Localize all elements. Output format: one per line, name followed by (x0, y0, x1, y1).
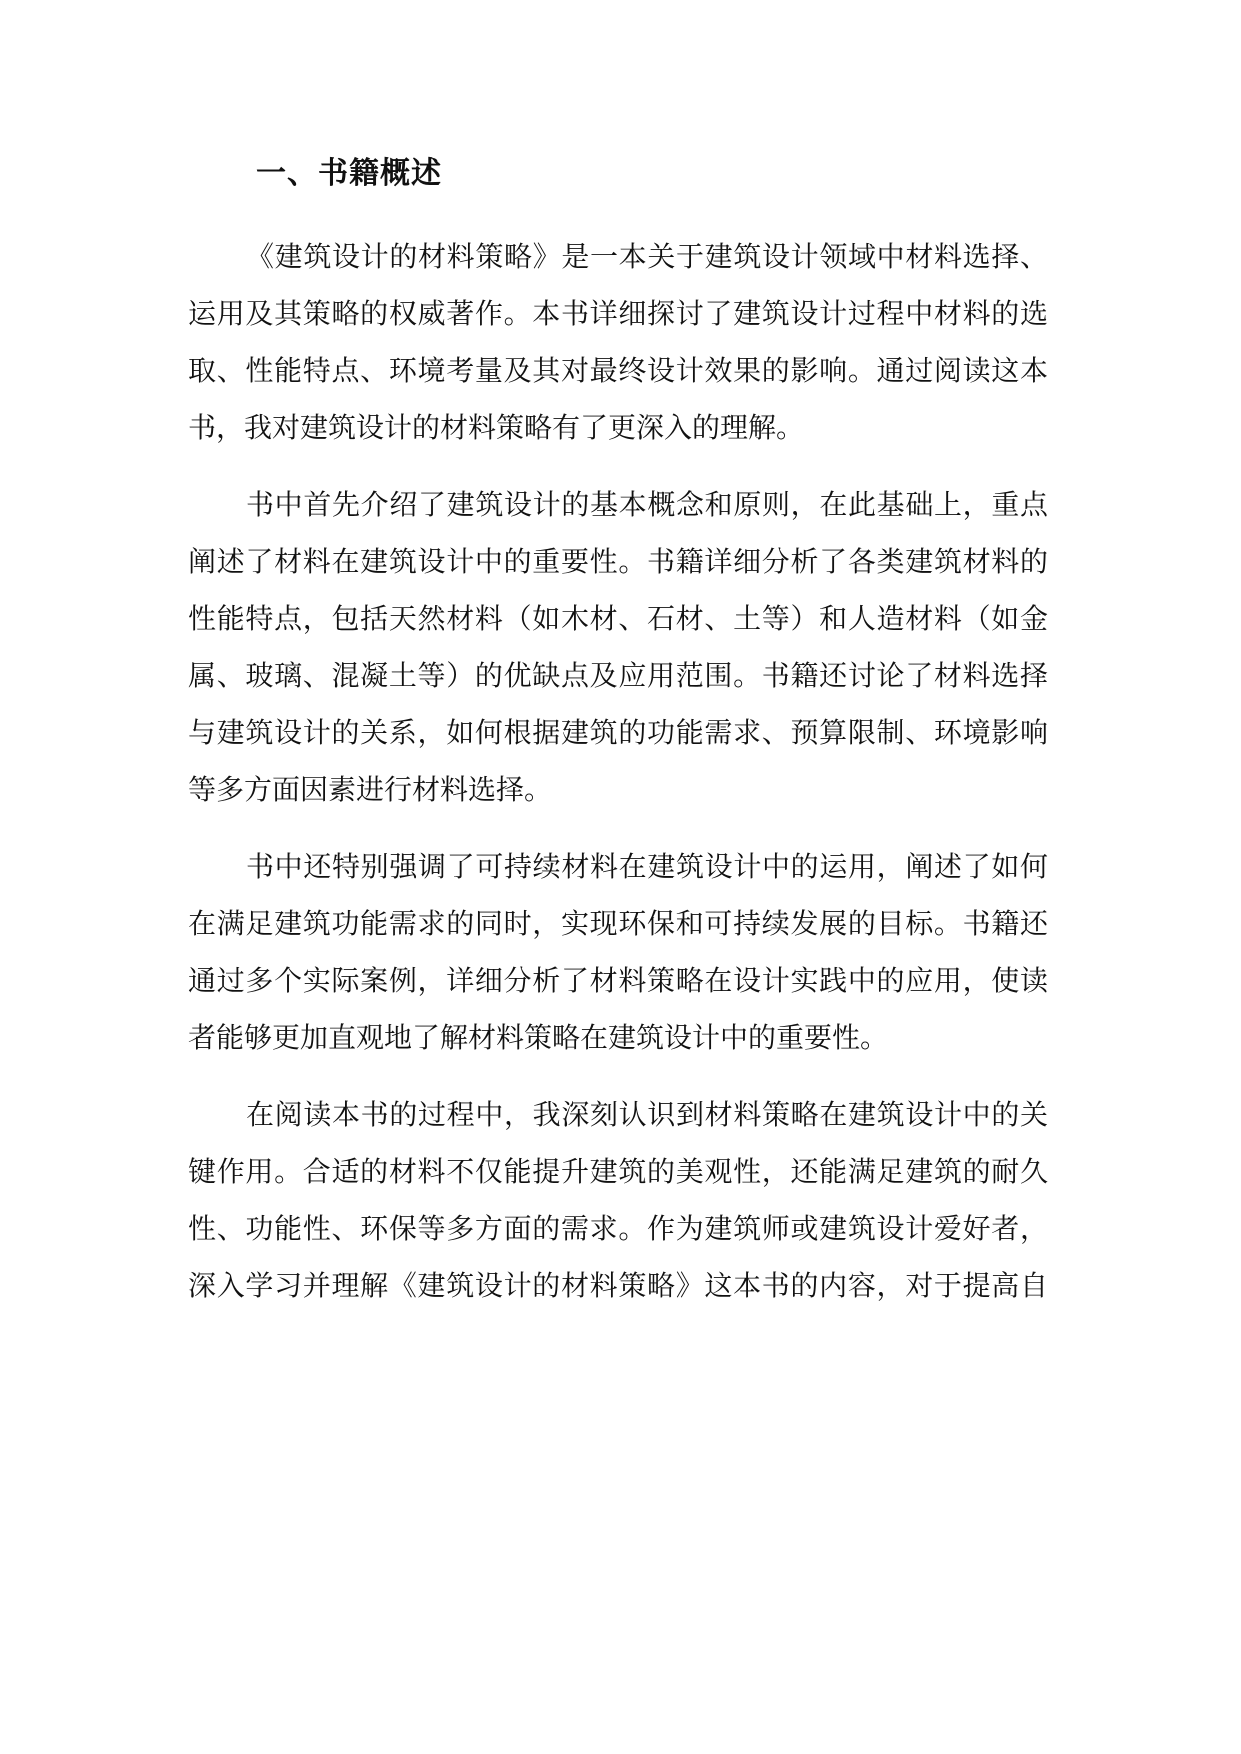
paragraph-line: 取、性能特点、环境考量及其对最终设计效果的影响。通过阅读这本 (188, 354, 1048, 387)
paragraph-1 (188, 228, 1048, 456)
paragraph-line: 书，我对建筑设计的材料策略有了更深入的理解。 (188, 411, 805, 444)
paragraph-line: 阐述了材料在建筑设计中的重要性。书籍详细分析了各类建筑材料的 (188, 545, 1048, 578)
paragraph-line: 属、玻璃、混凝土等）的优缺点及应用范围。书籍还讨论了材料选择 (188, 659, 1048, 692)
paragraph-line: 通过多个实际案例，详细分析了材料策略在设计实践中的应用，使读 (188, 964, 1048, 997)
body-text (188, 228, 1048, 1334)
paragraph-line: 在阅读本书的过程中，我深刻认识到材料策略在建筑设计中的关 (246, 1098, 1048, 1131)
paragraph-line: 深入学习并理解《建筑设计的材料策略》这本书的内容，对于提高自 (188, 1269, 1048, 1302)
paragraph-line: 运用及其策略的权威著作。本书详细探讨了建筑设计过程中材料的选 (188, 297, 1048, 330)
paragraph-3 (188, 838, 1048, 1066)
paragraph-line: 键作用。合适的材料不仅能提升建筑的美观性，还能满足建筑的耐久 (188, 1155, 1048, 1188)
paragraph-line: 性能特点，包括天然材料（如木材、石材、土等）和人造材料（如金 (188, 602, 1048, 635)
paragraph-line: 等多方面因素进行材料选择。 (188, 773, 553, 806)
section-heading: 一、书籍概述 (256, 156, 442, 191)
paragraph-4 (188, 1086, 1048, 1314)
paragraph-2 (188, 476, 1048, 818)
paragraph-line: 者能够更加直观地了解材料策略在建筑设计中的重要性。 (188, 1021, 889, 1054)
paragraph-line: 性、功能性、环保等多方面的需求。作为建筑师或建筑设计爱好者， (188, 1212, 1048, 1245)
paragraph-line: 书中还特别强调了可持续材料在建筑设计中的运用，阐述了如何 (246, 850, 1048, 883)
paragraph-line: 在满足建筑功能需求的同时，实现环保和可持续发展的目标。书籍还 (188, 907, 1048, 940)
paragraph-line: 《建筑设计的材料策略》是一本关于建筑设计领域中材料选择、 (246, 240, 1048, 273)
paragraph-line: 书中首先介绍了建筑设计的基本概念和原则，在此基础上，重点 (246, 488, 1048, 521)
paragraph-line: 与建筑设计的关系，如何根据建筑的功能需求、预算限制、环境影响 (188, 716, 1048, 749)
